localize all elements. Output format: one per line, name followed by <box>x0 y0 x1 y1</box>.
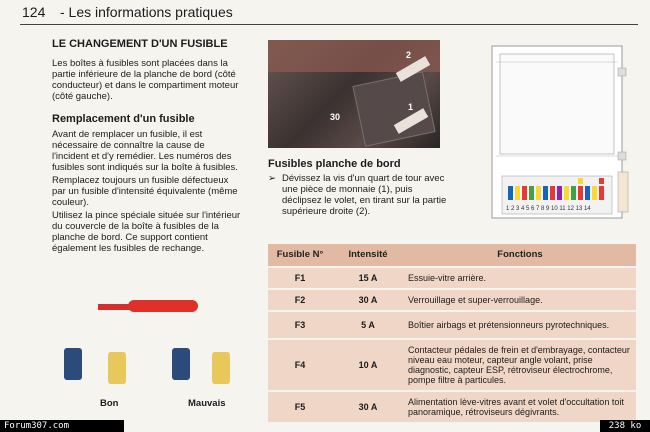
table-row <box>268 288 636 310</box>
page-number: 124 <box>22 4 46 20</box>
paragraph-1: Avant de remplacer un fusible, il est nécessaire de connaître la cause de l'incident et d'y remédier. Les numéros des fusibles sont indiqués sur la boîte à fusibles. <box>52 129 238 173</box>
fuse-id: F4 <box>268 338 332 390</box>
fuse-id: F1 <box>268 266 332 288</box>
caption-good: Bon <box>100 398 119 409</box>
fuse-bad-blue-icon <box>172 348 190 380</box>
fuse-illustration <box>60 292 250 412</box>
col-header-fuse: Fusible N° <box>268 244 332 266</box>
fuse-id: F2 <box>268 288 332 310</box>
footer-filesize: 238 ko <box>600 420 650 432</box>
photo-label-30: 30 <box>330 112 341 122</box>
col-header-func: Fonctions <box>404 244 636 266</box>
left-column <box>52 38 242 256</box>
header-rule <box>20 24 638 25</box>
fuse-good-yellow-icon <box>108 352 126 384</box>
table-row <box>268 338 636 390</box>
fuse-pliers-icon <box>98 296 218 318</box>
photo-label-2: 2 <box>406 50 412 60</box>
fuse-amp: 5 A <box>332 310 404 338</box>
fuse-func: Alimentation lève-vitres avant et volet d'occultation toit panoramique, rétroviseurs dégivrants. <box>404 390 636 422</box>
fuse-table <box>268 244 636 422</box>
dashboard-photo <box>268 40 440 148</box>
fuse-amp: 30 A <box>332 390 404 422</box>
table-header-row <box>268 244 636 266</box>
photo-label-1: 1 <box>408 102 414 112</box>
fuse-amp: 30 A <box>332 288 404 310</box>
fuse-bad-yellow-icon <box>212 352 230 384</box>
table-row <box>268 310 636 338</box>
bullet-icon: ➢ <box>268 173 276 184</box>
section-heading: LE CHANGEMENT D'UN FUSIBLE <box>52 38 228 50</box>
diagram-fuse-numbers: 1 2 3 4 5 6 7 8 9 10 11 12 13 14 <box>506 206 591 212</box>
fuse-amp: 15 A <box>332 266 404 288</box>
paragraph-2: Remplacez toujours un fusible défectueux par un fusible d'intensité équivalente (même couleur). <box>52 175 238 208</box>
step-text: Dévissez la vis d'un quart de tour avec une pièce de monnaie (1), puis déclipsez le volet, en tirant sur la partie supérieure droite (2). <box>282 173 447 217</box>
fuse-good-blue-icon <box>64 348 82 380</box>
footer-watermark: Forum307.com <box>0 420 124 432</box>
page-header <box>0 0 650 26</box>
fuse-box-diagram <box>486 44 630 222</box>
fuse-func: Verrouillage et super-verrouillage. <box>404 288 636 310</box>
dash-fuse-step <box>268 173 454 217</box>
paragraph-3: Utilisez la pince spéciale située sur l'intérieur du couvercle de la boîte à fusibles de la planche de bord. Ce support contient également les fusibles de rechange. <box>52 210 241 254</box>
col-header-amp: Intensité <box>332 244 404 266</box>
fuse-func: Essuie-vitre arrière. <box>404 266 636 288</box>
fuse-id: F3 <box>268 310 332 338</box>
fuse-box-drawing <box>486 44 630 222</box>
fuse-id: F5 <box>268 390 332 422</box>
page-title: - Les informations pratiques <box>60 4 233 20</box>
fuse-func: Boîtier airbags et prétensionneurs pyrotechniques. <box>404 310 636 338</box>
fuse-amp: 10 A <box>332 338 404 390</box>
table-row <box>268 390 636 422</box>
fuse-func: Contacteur pédales de frein et d'embrayage, contacteur niveau eau moteur, capteur angle volant, prise diagnostic, capteur ESP, rétroviseur électrochrome, pompe filtre à particules. <box>404 338 636 390</box>
subheading: Remplacement d'un fusible <box>52 113 195 125</box>
dash-fuse-title: Fusibles planche de bord <box>268 158 401 170</box>
table-row <box>268 266 636 288</box>
intro-paragraph: Les boîtes à fusibles sont placées dans la partie inférieure de la planche de bord (côté conducteur) et dans le compartiment moteur (côté gauche). <box>52 58 239 102</box>
pliers-handle <box>128 300 198 312</box>
caption-bad: Mauvais <box>188 398 226 409</box>
